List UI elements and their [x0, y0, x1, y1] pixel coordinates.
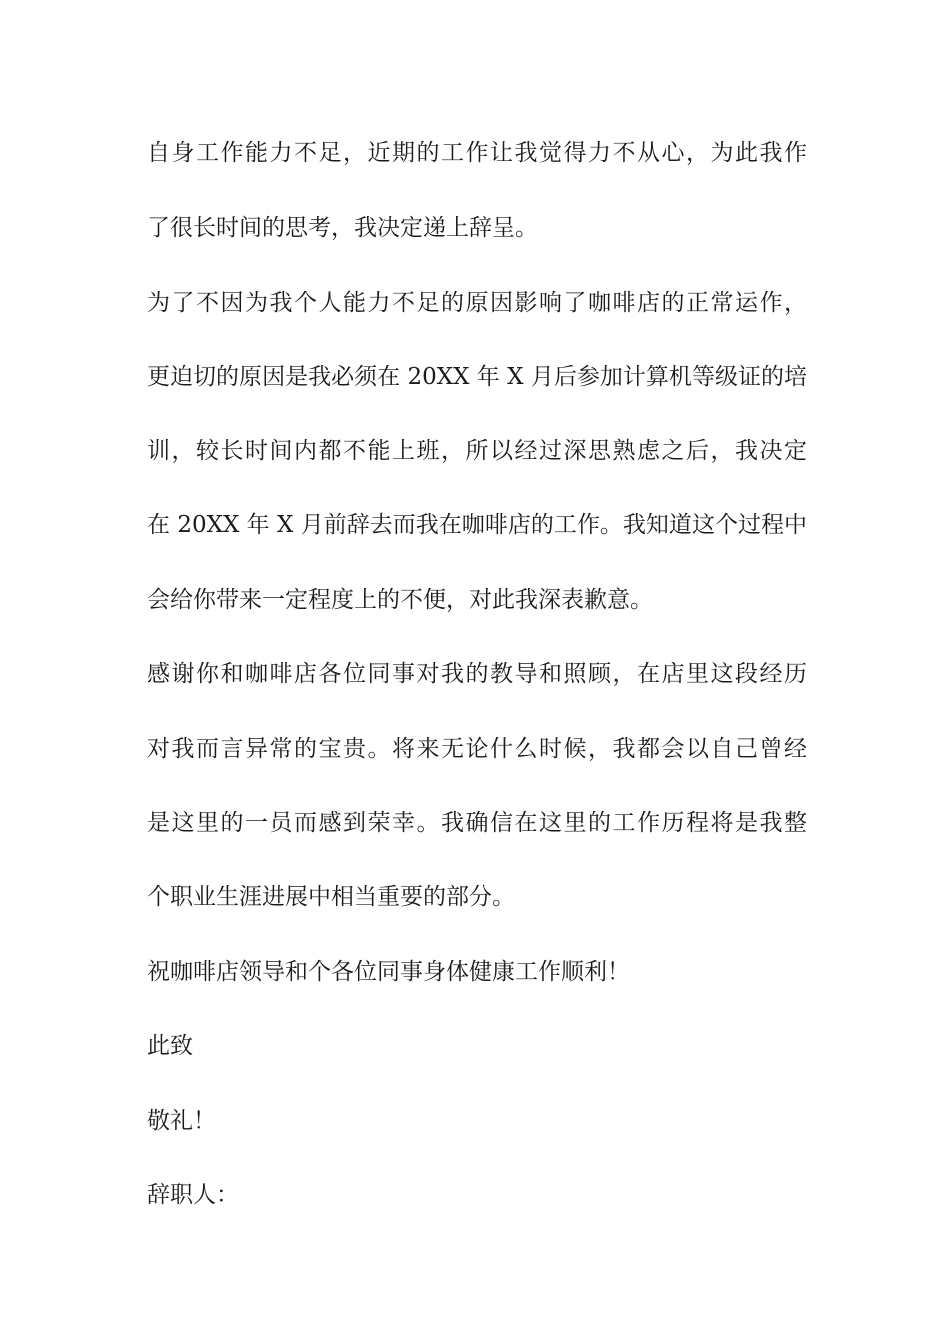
text-line: 会给你带来一定程度上的不便，对此我深表歉意。: [147, 587, 653, 613]
text-line: 更迫切的原因是我必须在 20XX 年 X 月后参加计算机等级证的培: [147, 364, 807, 390]
text-line: 感谢你和咖啡店各位同事对我的教导和照顾，在店里这段经历: [147, 661, 807, 687]
text-line: 训，较长时间内都不能上班，所以经过深思熟虑之后，我决定: [147, 438, 807, 464]
text-line: 在 20XX 年 X 月前辞去而我在咖啡店的工作。我知道这个过程中: [147, 512, 807, 538]
closing-regards: 敬礼！: [147, 1108, 216, 1134]
text-line: 自身工作能力不足，近期的工作让我觉得力不从心，为此我作: [147, 140, 807, 166]
closing-salutation: 此致: [147, 1033, 193, 1059]
text-line: 对我而言异常的宝贵。将来无论什么时候，我都会以自己曾经: [147, 736, 807, 762]
text-line: 为了不因为我个人能力不足的原因影响了咖啡店的正常运作，: [147, 290, 807, 316]
text-line: 个职业生涯进展中相当重要的部分。: [147, 884, 515, 910]
text-line: 了很长时间的思考，我决定递上辞呈。: [147, 215, 538, 241]
signature-label: 辞职人：: [147, 1182, 239, 1208]
text-line: 祝咖啡店领导和个各位同事身体健康工作顺利！: [147, 959, 630, 985]
text-line: 是这里的一员而感到荣幸。我确信在这里的工作历程将是我整: [147, 810, 807, 836]
